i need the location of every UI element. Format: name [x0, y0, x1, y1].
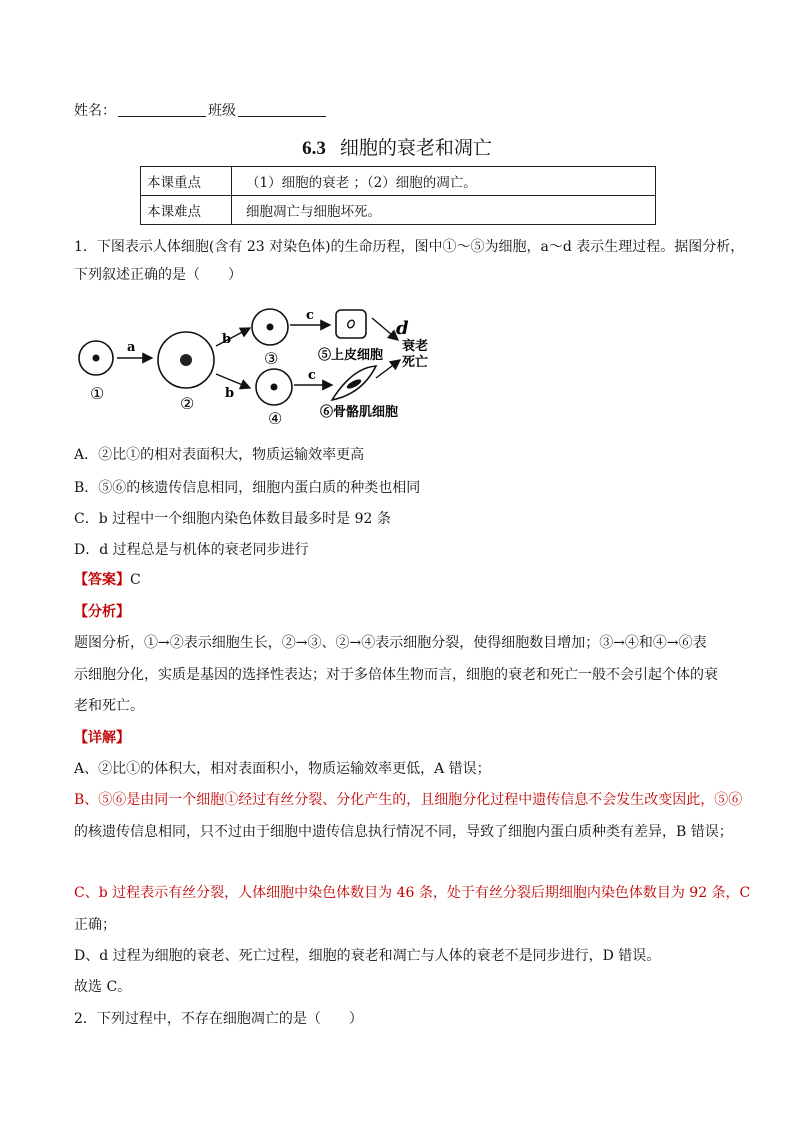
detail-line-b1: B、⑤⑥是由同一个细胞①经过有丝分裂、分化产生的，且细胞分化过程中遗传信息不会发生改变因此，⑤⑥ — [74, 792, 743, 808]
lesson-title — [0, 133, 794, 160]
q1-stem-line2: 下列叙述正确的是（ ） — [74, 267, 242, 283]
outcome-aging-label: 衰老 — [402, 339, 429, 354]
process-b-upper-label: b — [222, 332, 232, 347]
process-a-label: a — [127, 340, 136, 355]
name-class-line — [74, 100, 328, 120]
cell-5-label: ⑤上皮细胞 — [318, 348, 384, 363]
analysis-line-3: 老和死亡。 — [74, 698, 144, 714]
q1-option-c: C．b 过程中一个细胞内染色体数目最多时是 92 条 — [74, 511, 391, 527]
difficulty-key: 本课难点 — [141, 196, 232, 225]
process-d-label: d — [396, 318, 409, 339]
q1-answer — [74, 571, 141, 589]
detail-line-c2: 正确； — [74, 917, 116, 933]
focus-value: （1）细胞的衰老 ；（2）细胞的凋亡。 — [232, 167, 656, 196]
answer-label: 【答案】 — [74, 572, 130, 588]
name-blank — [118, 102, 206, 117]
analysis-line-1 — [74, 634, 707, 652]
cell-diagram — [70, 298, 470, 426]
analysis-line-2: 示细胞分化，实质是基因的选择性表达；对于多倍体生物而言，细胞的衰老和死亡一般不会引起个体的衰 — [74, 667, 718, 683]
class-label: 班级 — [208, 103, 236, 119]
cell-1-label: ① — [90, 384, 105, 403]
focus-key: 本课重点 — [141, 167, 232, 196]
cell-1-nucleus — [93, 355, 100, 362]
detail-line-d: D、d 过程为细胞的衰老、死亡过程，细胞的衰老和凋亡与人体的衰老不是同步进行，D 错误。 — [74, 948, 661, 964]
cell-2-label: ② — [180, 394, 195, 413]
class-blank — [238, 102, 326, 117]
focus-table — [140, 166, 656, 225]
process-c-upper-label: c — [306, 308, 314, 323]
difficulty-value: 细胞凋亡与细胞坏死。 — [232, 196, 656, 225]
cell-3-nucleus — [267, 324, 274, 331]
answer-value: C — [130, 572, 141, 588]
detail-line-b2: 的核遗传信息相同，只不过由于细胞中遗传信息执行情况不同，导致了细胞内蛋白质种类有差异，B 错误； — [74, 824, 733, 840]
name-label: 姓名： — [74, 103, 116, 119]
detail-line-a: A、②比①的体积大，相对表面积小，物质运输效率更低，A 错误； — [74, 761, 491, 777]
q1-option-d: D．d 过程总是与机体的衰老同步进行 — [74, 542, 309, 558]
cell-2-nucleus — [180, 354, 192, 366]
analysis-label: 【分析】 — [74, 604, 130, 620]
arrow-d-upper — [372, 318, 398, 340]
cell-4-nucleus — [271, 384, 278, 391]
process-b-lower-label: b — [225, 386, 235, 401]
detail-label: 【详解】 — [74, 730, 130, 746]
outcome-death-label: 死亡 — [402, 355, 429, 370]
detail-line-c1: C、b 过程表示有丝分裂，人体细胞中染色体数目为 46 条，处于有丝分裂后期细胞内染色体数目为 92 条，C — [74, 885, 751, 901]
cell-6-label: ⑥骨骼肌细胞 — [320, 405, 399, 420]
cell-4-label: ④ — [268, 409, 283, 426]
q1-stem-line1: 1．下图表示人体细胞(含有 23 对染色体)的生命历程，图中①～⑤为细胞，a～d 表示生理过程。据图分析， — [74, 239, 745, 255]
lesson-number: 6.3 — [302, 138, 326, 159]
lesson-title-text: 细胞的衰老和凋亡 — [339, 137, 492, 159]
detail-conclusion: 故选 C。 — [74, 979, 132, 995]
q2-stem: 2．下列过程中，不存在细胞凋亡的是（ ） — [74, 1011, 363, 1027]
table-row — [141, 167, 656, 196]
process-c-lower-label: c — [308, 368, 316, 383]
q1-option-a: A．②比①的相对表面积大，物质运输效率更高 — [74, 447, 365, 463]
q1-option-b: B．⑤⑥的核遗传信息相同，细胞内蛋白质的种类也相同 — [74, 480, 421, 496]
cell-3-label: ③ — [264, 349, 279, 368]
table-row — [141, 196, 656, 225]
analysis-line-1-text: 题图分析，①→②表示细胞生长，②→③、②→④表示细胞分裂，使得细胞数目增加；③→④和④→⑥表 — [74, 635, 707, 651]
